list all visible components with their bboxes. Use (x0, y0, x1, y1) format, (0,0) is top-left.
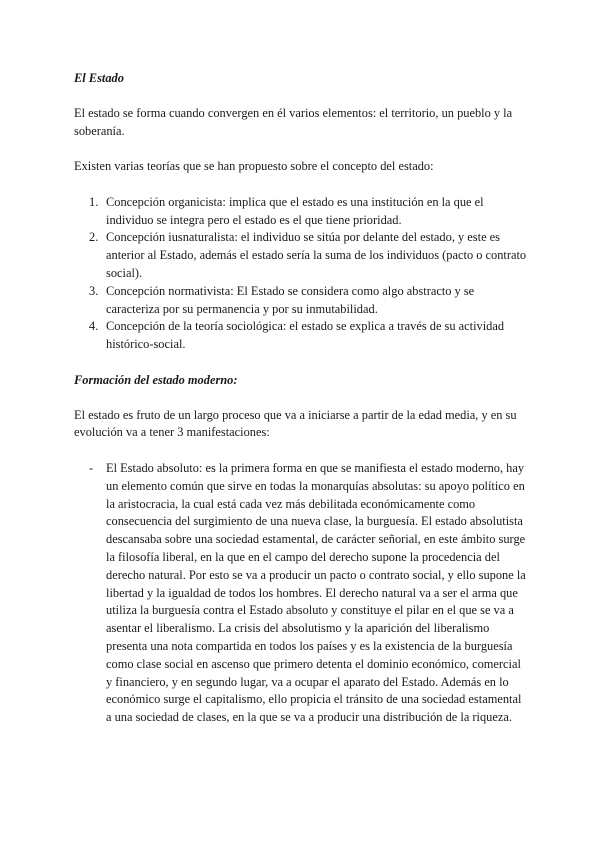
section-title-el-estado: El Estado (74, 71, 124, 85)
list-item-text: Concepción organicista: implica que el estado es una institución en la que el individuo se integra pero el estado es el que tiene prioridad. (106, 194, 484, 227)
manifestations-list (74, 460, 529, 727)
list-item-text: Concepción normativista: El Estado se considera como algo abstracto y se caracteriza por su permanencia y por su inmutabilidad. (106, 283, 475, 316)
theories-list (74, 194, 529, 354)
paragraph-manifestations-intro: El estado es fruto de un largo proceso que va a iniciarse a partir de la edad media, y en su evolución va a tener 3 manifestaciones: (74, 407, 517, 440)
paragraph-theories-intro: Existen varias teorías que se han propuesto sobre el concepto del estado: (74, 159, 434, 174)
list-item-text: El Estado absoluto: es la primera forma en que se manifiesta el estado moderno, hay un elemento común que sirve en todas la monarquías absolutas: su apoyo político en la aristocracia, la cual está cada vez más debilitada económicamente como consecuencia del surgimiento de una nueva clase, la burguesía. El estado absolutista descansaba sobre una sociedad estamental, de carácter señorial, en este ámbito surge la filosofía liberal, en la que en el campo del derecho supone la procedencia del derecho natural. Por esto se va a producir un pacto o contrato social, y ello supone la libertad y la igualdad de todos los hombres. El derecho natural va a ser el arma que utiliza la burguesía contra el Estado absoluto y constituye el pilar en el que se va a asentar el liberalismo. La crisis del absolutismo y la aparición del liberalismo presenta una nota compartida en todos los países y es la existencia de la burguesía como clase social en ascenso que primero detenta el dominio económico, comercial y financiero, y en segundo lugar, va a ocupar el aparato del Estado. Además en lo económico surge el capitalismo, ello propicia el tránsito de una sociedad estamental a una sociedad de clases, en la que se va a producir una distribución de la riqueza. (106, 460, 526, 725)
list-number: 4. (89, 319, 99, 334)
list-number: 2. (89, 230, 99, 245)
list-number: 3. (89, 283, 99, 298)
list-item-text: Concepción de la teoría sociológica: el estado se explica a través de su actividad histórico-social. (106, 319, 505, 352)
list-item (74, 194, 529, 230)
list-item (74, 318, 529, 354)
paragraph-definition: El estado se forma cuando convergen en él varios elementos: el territorio, un pueblo y la soberanía. (74, 105, 513, 138)
list-item (74, 460, 529, 727)
list-item-text: Concepción iusnaturalista: el individuo se sitúa por delante del estado, y este es anterior al Estado, además el estado sería la suma de los individuos (pacto o contrato social). (106, 230, 527, 280)
list-number: 1. (89, 194, 99, 209)
document-page (74, 70, 529, 727)
list-item (74, 283, 529, 319)
dash-bullet: - (89, 460, 94, 475)
list-item (74, 229, 529, 282)
section-title-estado-moderno: Formación del estado moderno: (74, 372, 238, 387)
